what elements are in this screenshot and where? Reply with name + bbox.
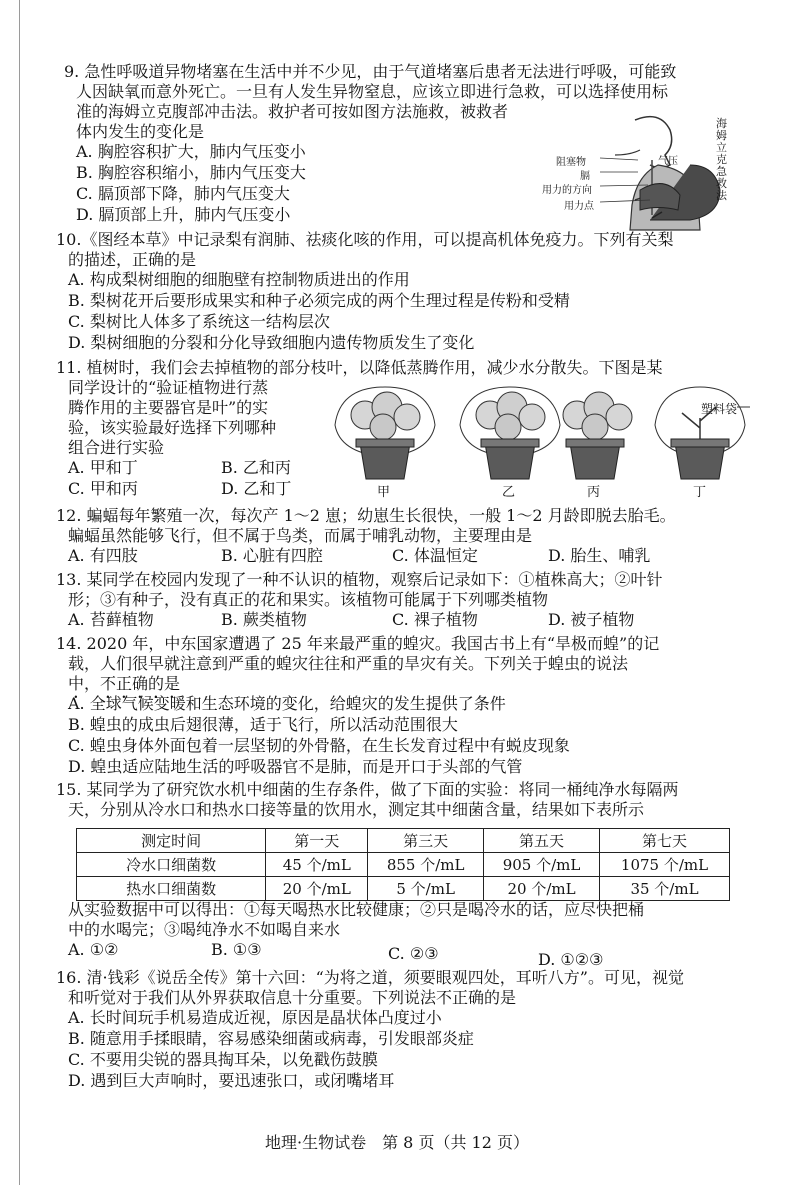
question-10 [56,230,746,354]
table-row [77,877,730,901]
q10-line: 的描述，正确的是 [68,250,197,269]
q10-option-a: A. 构成梨树细胞的细胞壁有控制物质进出的作用 [68,270,410,289]
table-header: 第一天 [266,829,368,853]
table-header: 测定时间 [77,829,266,853]
q15-line: 天，分别从冷水口和热水口接等量的饮用水，测定其中细菌含量，结果如下表所示 [68,800,645,819]
q15-after-line: 从实验数据中可以得出：①每天喝热水比较健康；②只是喝冷水的话，应尽快把桶 [68,900,645,919]
q15-line: 15. 某同学为了研究饮水机中细菌的生存条件，做了下面的实验：将同一桶纯净水每隔两 [56,780,679,799]
q11-option-c: C. 甲和丙 [68,479,138,498]
table-cell: 5 个/mL [368,877,484,901]
q9-option-c: C. 膈顶部下降，肺内气压变大 [76,184,290,203]
q14-line: 载，人们很早就注意到严重的蝗灾往往和严重的旱灾有关。下列关于蝗虫的说法 [68,654,629,673]
q15-option-d: D. ①②③ [538,950,604,969]
q11-option-d: D. 乙和丁 [221,479,292,498]
table-cell: 1075 个/mL [600,853,730,877]
q11-line: 11. 植树时，我们会去掉植物的部分枝叶，以降低蒸腾作用，减少水分散失。下图是某 [56,358,663,377]
label-bing: 丙 [587,485,601,500]
q11-option-b: B. 乙和丙 [221,458,291,477]
q15-after-line: 中的水喝完；③喝纯净水不如喝自来水 [68,920,341,939]
q13-options-row [56,610,746,631]
label-plastic-bag: 塑料袋 [701,402,738,416]
heimlich-figure [540,110,740,235]
q13-option-a: A. 苔藓植物 [68,610,154,629]
q16-option-c: C. 不要用尖锐的器具掏耳朵，以免戳伤鼓膜 [68,1050,378,1069]
q9-option-a: A. 胸腔容积扩大，肺内气压变小 [76,142,306,161]
question-12 [56,506,746,567]
q12-options-row [56,546,746,567]
label-force-direction: 用力的方向 [542,185,592,196]
table-cell: 冷水口细菌数 [77,853,266,877]
q11-line: 验，该实验最好选择下列哪种 [68,418,277,437]
bacteria-table [76,828,730,901]
q14-line: 中，不正确的是 [68,674,181,693]
label-diaphragm: 膈 [580,171,590,182]
table-header: 第七天 [600,829,730,853]
pot-bing [563,392,632,479]
table-cell: 20 个/mL [484,877,600,901]
question-15-continued [56,900,746,969]
q9-line: 体内发生的变化是 [76,122,205,141]
question-13 [56,570,746,631]
q16-option-d: D. 遇到巨大声响时，要迅速张口，或闭嘴堵耳 [68,1071,395,1090]
label-ding: 丁 [693,485,707,500]
q16-line: 16. 清·钱彩《说岳全传》第十六回：“为将之道，须要眼观四处，耳听八方”。可见，视觉 [56,968,684,987]
q13-line: 形；③有种子，没有真正的花和果实。该植物可能属于下列哪类植物 [68,590,549,609]
q10-option-c: C. 梨树比人体多了系统这一结构层次 [68,312,330,331]
q12-option-d: D. 胎生、哺乳 [548,546,651,565]
q11-line: 腾作用的主要器官是叶”的实 [68,398,269,417]
q11-line: 同学设计的“验证植物进行蒸 [68,378,269,397]
table-cell: 35 个/mL [600,877,730,901]
q15-option-c: C. ②③ [388,944,439,963]
page-margin-rule [19,0,20,1185]
q16-line: 和听觉对于我们从外界获取信息十分重要。下列说法不正确的是 [68,988,517,1007]
table-header: 第三天 [368,829,484,853]
q12-option-a: A. 有四肢 [68,546,138,565]
q12-option-c: C. 体温恒定 [392,546,478,565]
q13-option-c: C. 裸子植物 [392,610,478,629]
table-header: 第五天 [484,829,600,853]
q9-option-b: B. 胸腔容积缩小，肺内气压变大 [76,163,306,182]
q14-line: 14. 2020 年，中东国家遭遇了 25 年来最严重的蝗灾。我国古书上有“旱极而蝗”的记 [56,634,660,653]
table-cell: 20 个/mL [266,877,368,901]
q9-line: 准的海姆立克腹部冲击法。救护者可按如图方法施救，被救者 [76,102,509,121]
q13-option-d: D. 被子植物 [548,610,635,629]
question-15 [56,780,746,820]
q15-option-b: B. ①③ [211,940,262,959]
q12-line: 12. 蝙蝠每年繁殖一次，每次产 1～2 崽；幼崽生长很快，一般 1～2 月龄即脱去胎毛。 [56,506,676,525]
q10-option-b: B. 梨树花开后要形成果实和种子必须完成的两个生理过程是传粉和受精 [68,291,570,310]
q14-option-b: B. 蝗虫的成虫后翅很薄，适于飞行，所以活动范围很大 [68,715,458,734]
pot-yi [460,387,560,479]
table-cell: 45 个/mL [266,853,368,877]
q12-option-b: B. 心脏有四腔 [221,546,323,565]
q16-option-b: B. 随意用手揉眼睛，容易感染细菌或病毒，引发眼部炎症 [68,1029,474,1048]
q14-option-a: A. 全球气候变暖和生态环境的变化，给蝗灾的发生提供了条件 [68,694,506,713]
table-cell: 热水口细菌数 [77,877,266,901]
q12-line: 蝙蝠虽然能够飞行，但不属于鸟类，而属于哺乳动物，主要理由是 [68,526,533,545]
question-16 [56,968,746,1092]
q13-line: 13. 某同学在校园内发现了一种不认识的植物，观察后记录如下：①植株高大；②叶针 [56,570,663,589]
plant-experiment-figure [325,385,755,500]
q14-option-c: C. 蝗虫身体外面包着一层坚韧的外骨骼，在生长发育过程中有蜕皮现象 [68,736,570,755]
label-jia: 甲 [377,485,391,500]
q9-line: 人因缺氧而意外死亡。一旦有人发生异物窒息，应该立即进行急救，可以选择使用标 [76,82,669,101]
q10-line: 10.《图经本草》中记录梨有润肺、祛痰化咳的作用，可以提高机体免疫力。下列有关梨 [56,230,674,249]
q15-option-a: A. ①② [68,940,119,959]
pot-jia [335,387,435,479]
label-obstruction: 阻塞物 [556,157,586,168]
table-cell: 855 个/mL [368,853,484,877]
page-footer: 地理·生物试卷 第 8 页（共 12 页） [265,1133,529,1152]
q15-options-row [56,940,746,969]
table-header-row [77,829,730,853]
figure-caption-heimlich: 海姆立克急救法 [716,117,727,202]
q9-option-d: D. 膈顶部上升，肺内气压变小 [76,205,291,224]
q9-line: 9. 急性呼吸道异物堵塞在生活中并不少见，由于气道堵塞后患者无法进行呼吸，可能致 [64,62,677,81]
q16-option-a: A. 长时间玩手机易造成近视，原因是晶状体凸度过小 [68,1008,442,1027]
q13-option-b: B. 蕨类植物 [221,610,307,629]
question-14 [56,634,746,778]
label-force-point: 用力点 [564,201,594,212]
q11-line: 组合进行实验 [68,438,165,457]
q10-option-d: D. 梨树细胞的分裂和分化导致细胞内遗传物质发生了变化 [68,333,475,352]
label-yi: 乙 [502,485,516,500]
q11-option-a: A. 甲和丁 [68,458,138,477]
table-row [77,853,730,877]
table-cell: 905 个/mL [484,853,600,877]
q14-option-d: D. 蝗虫适应陆地生活的呼吸器官不是肺，而是开口于头部的气管 [68,757,523,776]
label-air-pressure: 气压 [658,156,678,167]
